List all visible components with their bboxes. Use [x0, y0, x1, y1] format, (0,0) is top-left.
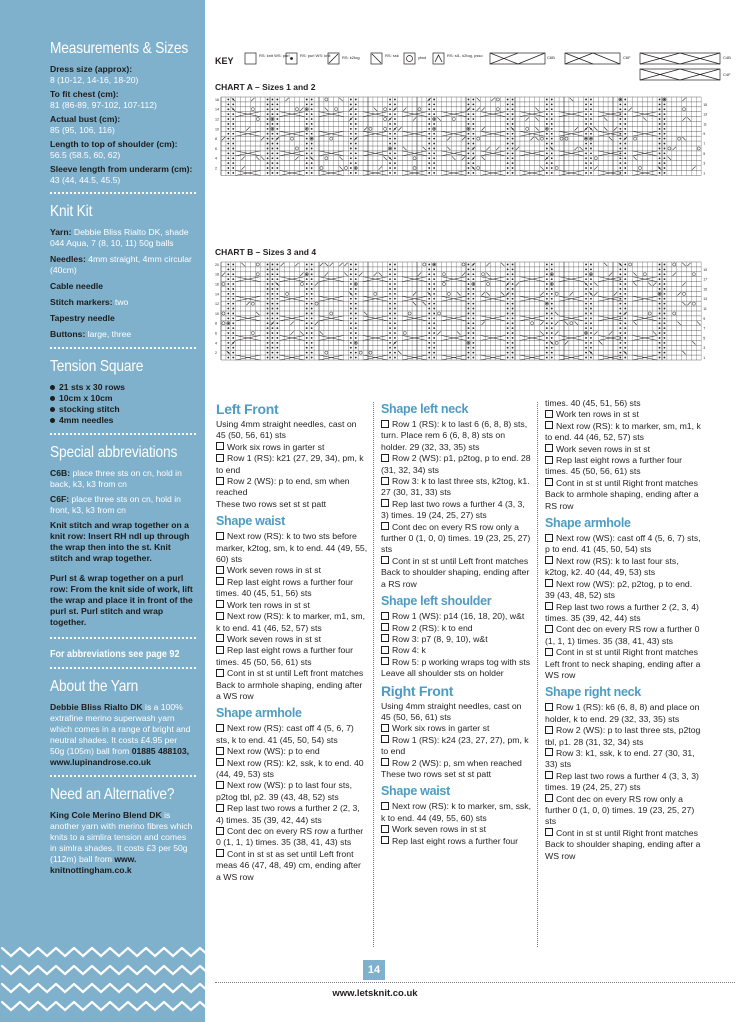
key-label: RS: purl WS: knit — [300, 53, 331, 58]
chart-row-label: 12 — [215, 302, 219, 307]
key-label: RS: k2tog — [342, 55, 360, 60]
key-label: C4B — [723, 55, 731, 60]
instruction-checkbox[interactable]: Cont in st st until Left front matches Back to armhole shaping, ending after a WS row — [216, 668, 368, 702]
c4f-symbol-icon — [640, 69, 720, 80]
instruction-checkbox[interactable]: Next row (WS): cast off 4 (5, 6, 7) sts, p to end. 41 (45, 50, 54) sts — [545, 533, 703, 556]
abbr-label: C6F: — [50, 494, 70, 504]
instruction-checkbox[interactable]: Cont dec on every RS row a further 0 (1, 1, 1) times. 35 (38, 41, 43) sts — [545, 624, 703, 647]
tension-item: 10cm x 10cm — [50, 393, 193, 404]
chart-b-title: CHART B – Sizes 3 and 4 — [215, 247, 317, 257]
instruction-checkbox[interactable]: Row 1 (WS): p14 (16, 18, 20), w&t — [381, 611, 533, 622]
chart-row-label: 12 — [215, 117, 219, 122]
instruction: Leave all shoulder sts on holder — [381, 668, 504, 679]
dotted-divider — [50, 637, 196, 639]
see-page-note: For abbreviations see page 92 — [50, 648, 180, 660]
kit-label: Buttons: — [50, 329, 86, 339]
footer-divider — [215, 982, 735, 983]
chart-row-label: 6 — [215, 146, 217, 151]
column-divider — [537, 402, 538, 947]
chart-row-label: 2 — [215, 166, 217, 171]
chart-a-grid — [215, 95, 715, 245]
kit-label: Stitch markers: — [50, 297, 113, 307]
column-left-front — [216, 398, 368, 883]
chart-row-label: 15 — [703, 287, 708, 292]
chart-row-label: 6 — [215, 331, 217, 336]
instruction-checkbox[interactable]: Row 2 (RS): k to end — [381, 623, 533, 634]
tension-item: stocking stitch — [50, 404, 193, 415]
dotted-divider — [50, 347, 196, 349]
measurement-item — [50, 64, 193, 85]
measurement-label: Length to top of shoulder (cm): — [50, 139, 178, 149]
chart-row-label: 5 — [703, 151, 706, 156]
instruction-checkbox[interactable]: Row 3: k to last three sts, k2tog, k1. 27 (30, 31, 33) sts — [381, 476, 533, 499]
measurement-label: Dress size (approx): — [50, 64, 133, 74]
instruction-checkbox[interactable]: Row 2 (WS): p to end, sm when reached — [216, 476, 368, 499]
section-heading: Shape left neck — [381, 402, 469, 416]
kit-item — [50, 254, 193, 276]
chart-row-label: 15 — [703, 102, 708, 107]
key-symbols — [243, 50, 743, 90]
chart-row-label: 3 — [703, 346, 706, 351]
instruction-checkbox[interactable]: Row 2 (WS): p to last three sts, p2tog tbl, p1. 28 (31, 32, 34) sts — [545, 725, 703, 748]
chart-row-label: 7 — [703, 326, 706, 331]
measurement-item — [50, 89, 193, 110]
chart-row-label: 17 — [703, 277, 708, 282]
chart-row-label: 19 — [703, 267, 708, 272]
dotted-divider — [50, 433, 196, 435]
column-neck-right-front — [381, 398, 533, 847]
kit-label: Tapestry needle — [50, 313, 115, 323]
section-heading: Shape waist — [216, 514, 285, 529]
instruction-checkbox[interactable]: Next row (RS): cast off 4 (5, 6, 7) sts, k to end. 41 (45, 50, 54) sts — [216, 723, 368, 746]
measurement-label: To fit chest (cm): — [50, 89, 119, 99]
column-divider — [373, 402, 374, 947]
chart-row-label: 10 — [215, 127, 219, 132]
alt-yarn-contact: www. knitnottingham.co.k — [50, 854, 137, 875]
abbr-c6b — [50, 468, 193, 489]
abbr-text: place three sts on cn, hold in back, k3, k3 from cn — [50, 468, 182, 489]
key-label: C4F — [723, 72, 731, 77]
key-label: C6F — [623, 55, 631, 60]
measurement-value: 8 (10-12, 14-16, 18-20) — [50, 74, 139, 85]
instruction-checkbox[interactable]: Next row (RS): k to two sts before marker, k2tog, sm, k to end. 44 (49, 55, 60) sts — [216, 531, 368, 565]
knit-wrap-note: Knit stitch and wrap together on a knit row: Insert RH ndl up through the wrap then into the st. Knit stitch and wrap together. — [50, 520, 190, 563]
measurement-value: 43 (44, 44.5, 45.5) — [50, 174, 121, 185]
instruction-checkbox[interactable]: Rep last eight rows a further four times. 40 (45, 51, 56) sts — [216, 577, 368, 600]
abbr-label: C6B: — [50, 468, 71, 478]
instruction-checkbox[interactable]: Row 1 (RS): k24 (23, 27, 27), pm, k to end — [381, 735, 533, 758]
measurement-label: Sleeve length from underarm (cm): — [50, 164, 193, 174]
about-yarn-title: About the Yarn — [50, 678, 139, 695]
instruction-checkbox[interactable]: Work six rows in garter st — [381, 723, 533, 734]
knit-stitch-pattern — [0, 942, 205, 1022]
c6b-symbol-icon — [490, 53, 545, 64]
alt-yarn-name: King Cole Merino Blend DK — [50, 810, 162, 820]
instruction-checkbox[interactable]: Next row (RS): k to marker, m1, sm, k to end. 41 (46, 52, 57) sts — [216, 611, 368, 634]
chart-row-label: 3 — [703, 161, 706, 166]
section-heading: Right Front — [381, 682, 454, 699]
measurement-value: 85 (95, 106, 116) — [50, 124, 115, 135]
instruction-checkbox[interactable]: Cont dec on every RS row a further 0 (1, 1, 1) times. 35 (38, 41, 43) sts — [216, 826, 368, 849]
about-yarn-text — [50, 702, 193, 768]
chart-row-label: 4 — [215, 341, 217, 346]
kit-label: Cable needle — [50, 281, 104, 291]
section-heading: Shape armhole — [545, 516, 631, 531]
kit-value: Debbie Bliss Rialto DK, shade 044 Aqua, 7 (8, 10, 11) 50g balls — [50, 227, 189, 248]
key-label: yfwd — [418, 55, 427, 60]
key-title: KEY — [215, 56, 234, 66]
instruction: Using 4mm straight needles, cast on 45 (50, 56, 61) sts — [381, 700, 522, 722]
chart-row-label: 14 — [215, 292, 219, 297]
alt-yarn-desc: is another yarn with merino fibres which knits to a simlira tension and comes in simlra shades. It costs £3 per 50g (112m) ball from — [50, 810, 193, 864]
instruction-checkbox[interactable]: Rep last two rows a further 4 (3, 3, 3) times. 19 (24, 25, 27) sts — [545, 771, 703, 794]
instruction-checkbox[interactable]: Work seven rows in st st — [216, 565, 368, 576]
kit-value: large, three — [85, 329, 132, 339]
tension-item: 4mm needles — [50, 415, 193, 426]
column-right-shaping — [545, 398, 703, 862]
instruction-checkbox[interactable]: Cont dec on every RS row only a further 0 (1, 0, 0) times. 19 (23, 25, 27) sts — [545, 794, 703, 828]
section-heading: Shape waist — [381, 784, 450, 799]
instruction-checkbox[interactable]: Next row (RS): k to marker, sm, m1, k to end. 44 (46, 52, 57) sts — [545, 421, 703, 444]
purl-wrap-note: Purl st & wrap together on a purl row: From the knit side of work, lift the wrap and place it in front of the purl st. Purl stitch and wrap together. — [50, 573, 193, 627]
kit-label: Yarn: — [50, 227, 72, 237]
measurement-item — [50, 114, 193, 135]
instruction-checkbox[interactable]: Work ten rows in st st — [545, 409, 703, 420]
instruction-checkbox[interactable]: Cont in st st until Left front matches Back to shoulder shaping, ending after a RS row — [381, 556, 533, 590]
instruction-checkbox[interactable]: Row 3: p7 (8, 9, 10), w&t — [381, 634, 533, 645]
instruction-checkbox[interactable]: Row 3: k1, ssk, k to end. 27 (30, 31, 33) sts — [545, 748, 703, 771]
instruction-checkbox[interactable]: Next row (RS): k to marker, sm, ssk, k to end. 44 (49, 55, 60) sts — [381, 801, 532, 823]
kit-item — [50, 313, 193, 324]
instruction-checkbox[interactable]: Cont in st st as set until Left front meas 46 (47, 48, 49) cm, ending after a WS row — [216, 849, 368, 883]
instruction-checkbox[interactable]: Row 4: k — [381, 645, 533, 656]
chart-cells — [221, 97, 701, 175]
measurements-section — [50, 40, 193, 185]
measurements-title: Measurements & Sizes — [50, 40, 189, 57]
instruction-checkbox[interactable]: Cont in st st until Right front matches Back to shoulder shaping, ending after a WS row — [545, 828, 703, 862]
c4b-symbol-icon — [640, 53, 720, 64]
sidebar — [0, 0, 205, 1022]
chart-row-label: 2 — [215, 351, 217, 356]
chart-row-label: 16 — [215, 282, 219, 287]
instruction: times. 40 (45, 51, 56) sts — [545, 398, 641, 408]
chart-row-label: 1 — [703, 171, 706, 176]
chart-row-label: 8 — [215, 321, 217, 326]
abbreviations-section — [50, 444, 193, 628]
chart-row-label: 13 — [703, 112, 708, 117]
chart-b-grid — [215, 260, 715, 390]
chart-a-title: CHART A – Sizes 1 and 2 — [215, 82, 316, 92]
measurement-value: 56.5 (58.5, 60, 62) — [50, 149, 121, 160]
alternative-section — [50, 786, 193, 876]
instruction: These two rows set st st patt — [216, 498, 327, 509]
instruction-checkbox[interactable]: Next row (WS): p2, p2tog, p to end. 39 (43, 48, 52) sts — [545, 579, 703, 602]
key-label: RS: knit WS: purl — [259, 53, 290, 58]
kit-value: two — [112, 297, 129, 307]
chart-row-label: 11 — [703, 307, 707, 312]
chart-row-label: 5 — [703, 336, 706, 341]
abbreviations-title: Special abbreviations — [50, 444, 178, 461]
key-label: RS: ssk — [385, 53, 399, 58]
measurement-label: Actual bust (cm): — [50, 114, 121, 124]
c6f-symbol-icon — [565, 53, 620, 64]
kit-item — [50, 329, 193, 340]
measurement-item — [50, 164, 193, 185]
instruction-checkbox[interactable]: Row 1 (RS): k21 (27, 29, 34), pm, k to end — [216, 453, 368, 476]
instruction-checkbox[interactable]: Rep last eight rows a further four — [381, 836, 533, 847]
instruction-checkbox[interactable]: Work seven rows in st st — [381, 824, 533, 835]
chart-row-label: 1 — [703, 356, 706, 361]
instruction-checkbox[interactable]: Row 2 (WS): p, sm when reached — [381, 758, 533, 769]
footer-url[interactable]: www.letsknit.co.uk — [332, 988, 418, 999]
chart-row-label: 7 — [703, 142, 706, 147]
section-heading: Shape right neck — [545, 685, 641, 700]
instruction-checkbox[interactable]: Row 2 (WS): p1, p2tog, p to end. 28 (31, 32, 34) sts — [381, 453, 533, 476]
chart-row-label: 9 — [703, 316, 706, 321]
yarn-contact: 01885 488103, www.lupinandrose.co.uk — [50, 746, 190, 767]
instruction-checkbox[interactable]: Next row (RS): k to last four sts, k2tog, k2. 40 (44, 49, 53) sts — [545, 556, 703, 579]
kit-label: Needles: — [50, 254, 86, 264]
instruction-checkbox[interactable]: Rep last two rows a further 2 (2, 3, 4) times. 35 (39, 42, 44) sts — [216, 803, 368, 826]
tension-item: 21 sts x 30 rows — [50, 382, 193, 393]
instruction-checkbox[interactable]: Work seven rows in st st — [545, 444, 703, 455]
yarn-desc: is a 100% extrafine merino superwash yarn which comes in a range of bright and neutral shades. It costs £4.95 per 50g (105m) ball from — [50, 702, 191, 756]
chart-row-label: 10 — [215, 311, 219, 316]
purl-dot-icon — [290, 57, 293, 60]
chart-row-label: 9 — [703, 132, 706, 137]
section-heading: Shape left shoulder — [381, 594, 492, 609]
instruction-checkbox[interactable]: Row 1 (RS): k6 (6, 8, 8) and place on holder, k to end. 29 (32, 33, 35) sts — [545, 702, 703, 725]
tension-list — [50, 382, 193, 426]
instruction-checkbox[interactable]: Work six rows in garter st — [216, 442, 368, 453]
tension-section — [50, 358, 193, 426]
about-yarn-section — [50, 678, 193, 768]
instruction-checkbox[interactable]: Rep last eight rows a further four times. 45 (50, 56, 61) sts — [216, 645, 368, 668]
dotted-divider — [50, 192, 196, 194]
measurement-item — [50, 139, 193, 160]
instruction-checkbox[interactable]: Cont dec on every RS row only a further 0 (1, 0, 0) times. 19 (23, 25, 27) sts — [381, 522, 533, 556]
chart-row-label: 20 — [215, 262, 219, 267]
chart-row-label: 4 — [215, 156, 217, 161]
chart-row-label: 18 — [215, 272, 219, 277]
instruction-checkbox[interactable]: Rep last two rows a further 4 (3, 3, 3) times. 19 (24, 25, 27) sts — [381, 499, 533, 522]
instruction-checkbox[interactable]: Next row (RS): k2, ssk, k to end. 40 (44, 49, 53) sts — [216, 758, 368, 781]
kit-item — [50, 227, 193, 249]
instruction-checkbox[interactable]: Row 1 (RS): k to last 6 (6, 8, 8) sts, turn. Place rem 6 (6, 8, 8) sts on holder. 29 (32, 33, 35) sts — [381, 419, 533, 453]
section-heading: Left Front — [216, 401, 279, 417]
knit-kit-title: Knit Kit — [50, 203, 93, 220]
chart-row-label: 13 — [703, 297, 708, 302]
kit-value: 4mm straight, 4mm circular (40cm) — [50, 254, 192, 275]
instruction-checkbox[interactable]: Cont in st st until Right front matches Left front to neck shaping, ending after a WS row — [545, 647, 703, 681]
key-label: RS: sl1, k2tog, psso — [447, 53, 483, 58]
page-number: 14 — [363, 960, 385, 980]
knit-symbol-icon — [245, 53, 256, 64]
chart-row-label: 16 — [215, 97, 219, 102]
instruction: Using 4mm straight needles, cast on 45 (50, 56, 61) sts — [216, 419, 357, 441]
dotted-divider — [50, 667, 196, 669]
instruction-checkbox[interactable]: Rep last two rows a further 2 (2, 3, 4) times. 35 (39, 42, 44) sts — [545, 602, 703, 625]
kit-item — [50, 297, 193, 308]
chart-cells — [221, 262, 701, 360]
alternative-text — [50, 810, 193, 876]
instruction-checkbox[interactable]: Row 5: p working wraps tog with sts — [381, 657, 533, 668]
yarn-name: Debbie Bliss Rialto DK — [50, 702, 143, 712]
knit-kit-section — [50, 203, 193, 340]
chart-row-label: 14 — [215, 107, 219, 112]
tension-title: Tension Square — [50, 358, 144, 375]
instruction-checkbox[interactable]: Work ten rows in st st — [216, 600, 368, 611]
instruction-checkbox[interactable]: Cont in st st until Right front matches Back to armhole shaping, ending after a RS row — [545, 478, 703, 512]
abbr-c6f — [50, 494, 193, 515]
key-label: C6B — [547, 55, 555, 60]
instruction: These two rows set st st patt — [381, 768, 492, 779]
dotted-divider — [50, 775, 196, 777]
instruction-checkbox[interactable]: Work seven rows in st st — [216, 634, 368, 645]
measurement-value: 81 (86-89, 97-102, 107-112) — [50, 99, 157, 110]
instruction-checkbox[interactable]: Next row (WS): p to last four sts, p2tog tbl, p2. 39 (43, 48, 52) sts — [216, 780, 368, 803]
instruction-checkbox[interactable]: Next row (WS): p to end — [216, 746, 368, 757]
alternative-title: Need an Alternative? — [50, 786, 175, 803]
abbr-text: place three sts on cn, hold in front, k3, k3 from cn — [50, 494, 181, 515]
instruction-checkbox[interactable]: Rep last eight rows a further four times. 45 (50, 56, 61) sts — [545, 455, 703, 478]
kit-item — [50, 281, 193, 292]
chart-row-label: 8 — [215, 137, 217, 142]
section-heading: Shape armhole — [216, 706, 302, 721]
chart-row-label: 11 — [703, 122, 707, 127]
yfwd-symbol-icon — [404, 53, 415, 64]
